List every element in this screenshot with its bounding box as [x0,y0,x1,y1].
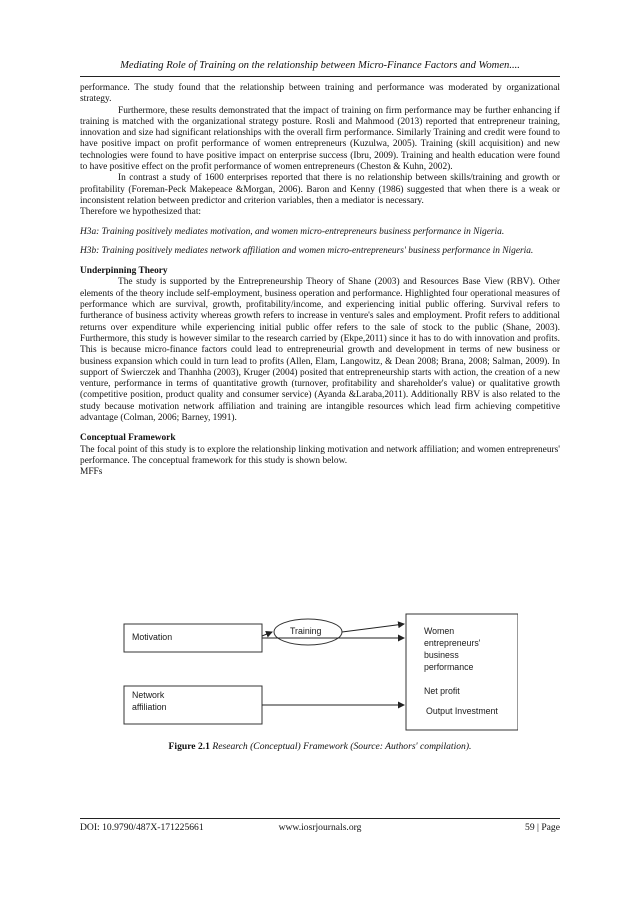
conceptual-framework-figure [118,612,518,732]
training-to-performance-arrow [342,624,404,632]
article-body [80,83,560,479]
paragraph-4: Therefore we hypothesized that: [80,207,202,218]
network-label-line2: affiliation [132,702,167,712]
output-investment-label: Output Investment [426,706,498,716]
paragraph-framework: The focal point of this study is to explore the relationship linking motivation and network affiliation; and women entrepreneurs' performance. The conceptual framework for this study is shown below. [80,444,560,466]
motivation-to-training-arrow [262,632,272,636]
network-label-line1: Network [132,690,165,700]
training-label: Training [290,626,322,636]
motivation-label: Motivation [132,632,173,642]
footer-page-number: 59 | Page [525,822,560,833]
header-rule [80,76,560,77]
paragraph-1: performance. The study found that the relationship between training and performance was moderated by organizational strategy. [80,83,560,105]
footer-rule [80,818,560,819]
paragraph-theory: The study is supported by the Entrepreneurship Theory of Shane (2003) and Resources Base View (RBV). Other elements of the theory include self-employment, business operation and performance. Highlighted four operational measures of performance which are survival, growth, profitability/income, and experiencing initial public offering. Survival refers to furtherance of business activity whereas growth refers to increase in venture's sales and employment. Profit refers to additional returns over expenditure while experiencing initial public offer refers to the sale of stock to the public (Shane, 2003). Furthermore, this study is however similar to the research carried by (Ekpe,2011) since it has to do with innovation and profits. This is because micro-finance factors could lead to entrepreneurial growth and development in terms of new business or business expansion which could in turn lead to profits (Allen, Elam, Langowitz, & Dean 2008; Brana, 2008; Salman, 2009). In support of Swierczek and Thanhha (2003), Kruger (2004) posited that entrepreneurship starts with action, the creation of a new venture, performance in terms of quantitative growth (turnover, profitability and shareholder's value) or qualitative growth (competitive position, product quality and consumer service) (Ayanda &Laraba,2011). Additionally RBV is also related to the study because motivation network affiliation and training are intangible resources which lead firm achieving competitive advantage (Colman, 2006; Barney, 1991). [80,277,560,424]
section-heading-theory: Underpinning Theory [80,266,168,277]
section-heading-framework: Conceptual Framework [80,433,176,444]
outcome-label-line4: performance [424,662,474,672]
footer-website: www.iosrjournals.org [278,822,362,833]
running-header: Mediating Role of Training on the relationship between Micro-Finance Factors and Women.... [120,60,520,71]
hypothesis-h3a: H3a: Training positively mediates motivation, and women micro-entrepreneurs business performance in Nigeria. [80,226,505,237]
footer-doi: DOI: 10.9790/487X-171225661 [80,822,204,833]
outcome-label-line2: entrepreneurs' [424,638,481,648]
mffs-label: MFFs [80,467,103,478]
outcome-label-line1: Women [424,626,455,636]
outcome-label-line3: business [424,650,459,660]
hypothesis-h3b: H3b: Training positively mediates network affiliation and women micro-entrepreneurs' business performance in Nigeria. [80,245,534,256]
paragraph-2: Furthermore, these results demonstrated that the impact of training on firm performance may be further enhancing if training is matched with the organizational strategy posture. Rosli and Mahmood (2013) reported that entrepreneur training, innovation and size had significant relationships with the overall firm performance. Similarly Training and credit were found to have positive impact on profit performance of women entrepreneurs (Kuzulwa, 2005). Training (skill acquisition) and new technologies were found to have positive impact on enterprise success (Ibru, 2009). Training and health education were found to have positive effect on the profit performance of women entrepreneurs (Cheston & Kuhn, 2002). [80,105,560,173]
caption-label: Figure 2.1 [168,741,210,752]
figure-caption [80,741,560,752]
caption-text: Research (Conceptual) Framework (Source: Authors' compilation). [212,741,472,752]
net-profit-label: Net profit [424,686,460,696]
paragraph-3: In contrast a study of 1600 enterprises reported that there is no relationship between skills/training and growth or profitability (Foreman-Peck Makepeace &Morgan, 2006). Baron and Kenny (1986) suggested that when there is a weak or inconsistent relation between predictor and criterion variables, then a mediator is necessary. [80,173,560,206]
